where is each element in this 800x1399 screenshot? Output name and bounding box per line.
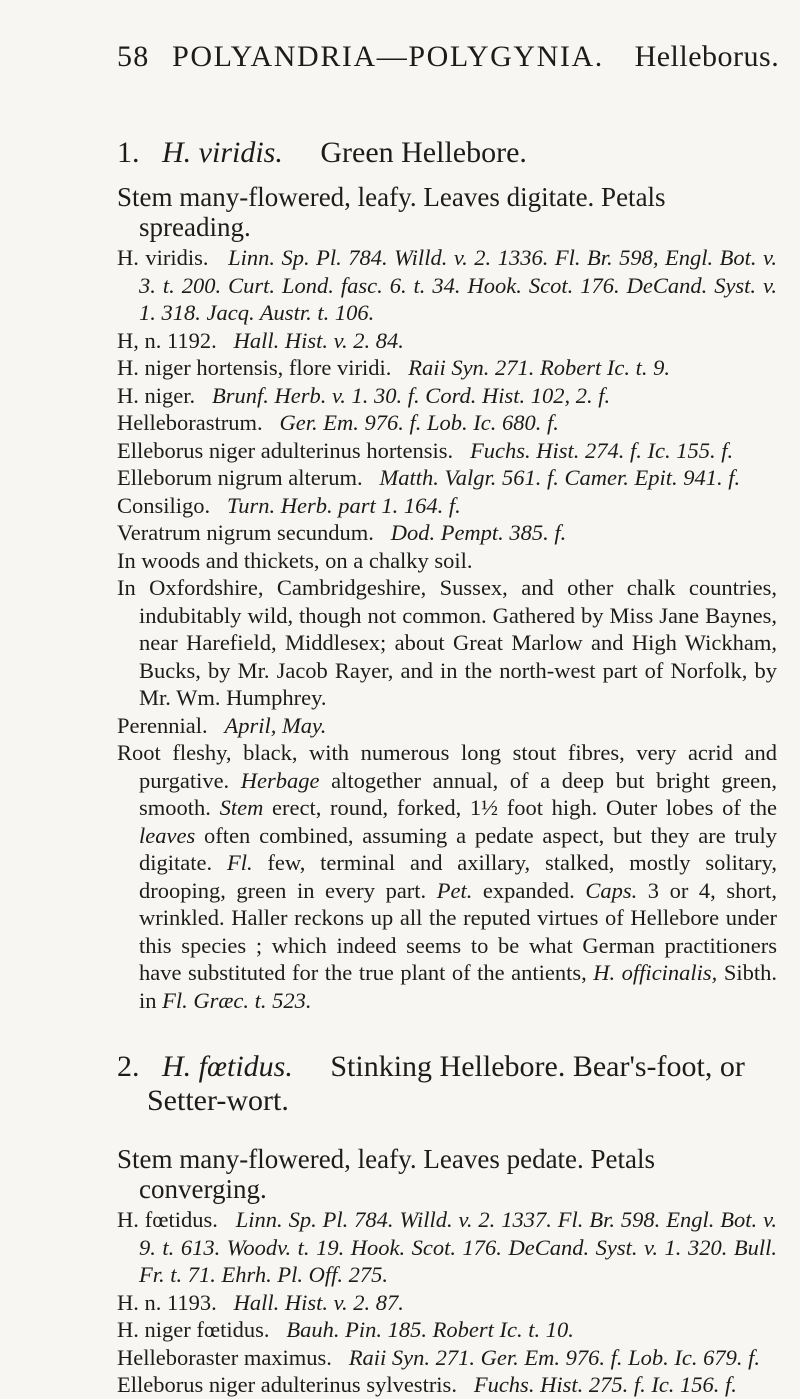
diagnosis: Stem many-flowered, leafy. Leaves digitate. Petals spreading.	[117, 182, 666, 242]
species-heading-2	[117, 1050, 777, 1118]
synonym-list	[117, 244, 777, 547]
running-header	[117, 40, 780, 74]
genus-title: Helleborus.	[634, 40, 780, 73]
synonym-entry: H. niger hortensis, flore viridi. Raii Syn. 271. Robert Ic. t. 9.	[117, 355, 671, 380]
diagnosis: Stem many-flowered, leafy. Leaves pedate. Petals converging.	[117, 1144, 656, 1204]
synonym-entry: Elleborum nigrum alterum. Matth. Valgr. 561. f. Camer. Epit. 941. f.	[117, 465, 741, 490]
synonym-entry: H. niger. Brunf. Herb. v. 1. 30. f. Cord. Hist. 102, 2. f.	[117, 382, 611, 408]
species-name: H. viridis.	[162, 136, 283, 169]
common-name: Stinking Hellebore. Bear's-foot, or Setter-wort.	[147, 1050, 745, 1117]
synonym-entry: H, n. 1192. Hall. Hist. v. 2. 84.	[117, 327, 404, 353]
species-number: 1.	[117, 136, 140, 169]
duration: Perennial. April, May.	[117, 712, 327, 738]
habitat: In woods and thickets, on a chalky soil.	[117, 547, 473, 573]
synonym-entry: Elleborus niger adulterinus hortensis. Fuchs. Hist. 274. f. Ic. 155. f.	[117, 437, 734, 463]
synonym-entry: H. viridis. Linn. Sp. Pl. 784. Willd. v. 2. 1336. Fl. Br. 598, Engl. Bot. v. 3. t. 200. Curt. Lond. fasc. 6. t. 34. Hook. Scot. 176. DeCand. Syst. v. 1. 318. Jacq. Austr. t. 106.	[117, 245, 777, 325]
species-name: H. fœtidus.	[162, 1050, 293, 1083]
synonym-entry: H. niger fœtidus. Bauh. Pin. 185. Robert Ic. t. 10.	[117, 1317, 574, 1342]
species-heading-1	[117, 136, 777, 170]
common-name: Green Hellebore.	[320, 136, 527, 169]
species-number: 2.	[117, 1050, 140, 1083]
page-number: 58	[117, 40, 150, 73]
page-body	[117, 136, 777, 1399]
synonym-entry: H. fœtidus. Linn. Sp. Pl. 784. Willd. v. 2. 1337. Fl. Br. 598. Engl. Bot. v. 9. t. 613. Woodv. t. 19. Hook. Scot. 176. DeCand. Syst. v. 1. 320. Bull. Fr. t. 71. Ehrh. Pl. Off. 275.	[117, 1207, 778, 1287]
synonym-entry: Helleborastrum. Ger. Em. 976. f. Lob. Ic. 680. f.	[117, 410, 559, 435]
synonym-entry: H. n. 1193. Hall. Hist. v. 2. 87.	[117, 1289, 404, 1315]
localities: In Oxfordshire, Cambridgeshire, Sussex, and other chalk countries, indubitably wild, though not common. Gathered by Miss Jane Baynes, near Harefield, Middlesex; about Great Marlow and High Wickham, Bucks, by Mr. Jacob Rayer, and in the north-west part of Norfolk, by Mr. Wm. Humphrey.	[117, 575, 777, 710]
synonym-entry: Veratrum nigrum secundum. Dod. Pempt. 385. f.	[117, 520, 567, 545]
synonym-list	[117, 1206, 777, 1399]
section-title: POLYANDRIA—POLYGYNIA.	[172, 40, 604, 73]
synonym-entry: Elleborus niger adulterinus sylvestris. Fuchs. Hist. 275. f. Ic. 156. f.	[117, 1372, 737, 1397]
synonym-entry: Helleboraster maximus. Raii Syn. 271. Ger. Em. 976. f. Lob. Ic. 679. f.	[117, 1344, 761, 1370]
description: Root fleshy, black, with numerous long stout fibres, very acrid and purgative. Herbage altogether annual, of a deep but bright green, smooth. Stem erect, round, forked, 1½ foot high. Outer lobes of the leaves often combined, assuming a pedate aspect, but they are truly digitate. Fl. few, terminal and axillary, stalked, mostly solitary, drooping, green in every part. Pet. expanded. Caps. 3 or 4, short, wrinkled. Haller reckons up all the reputed virtues of Hellebore under this species ; which indeed seems to be what German practitioners have substituted for the true plant of the antients, H. officinalis, Sibth. in Fl. Græc. t. 523.	[117, 740, 777, 1013]
synonym-entry: Consiligo. Turn. Herb. part 1. 164. f.	[117, 492, 461, 518]
